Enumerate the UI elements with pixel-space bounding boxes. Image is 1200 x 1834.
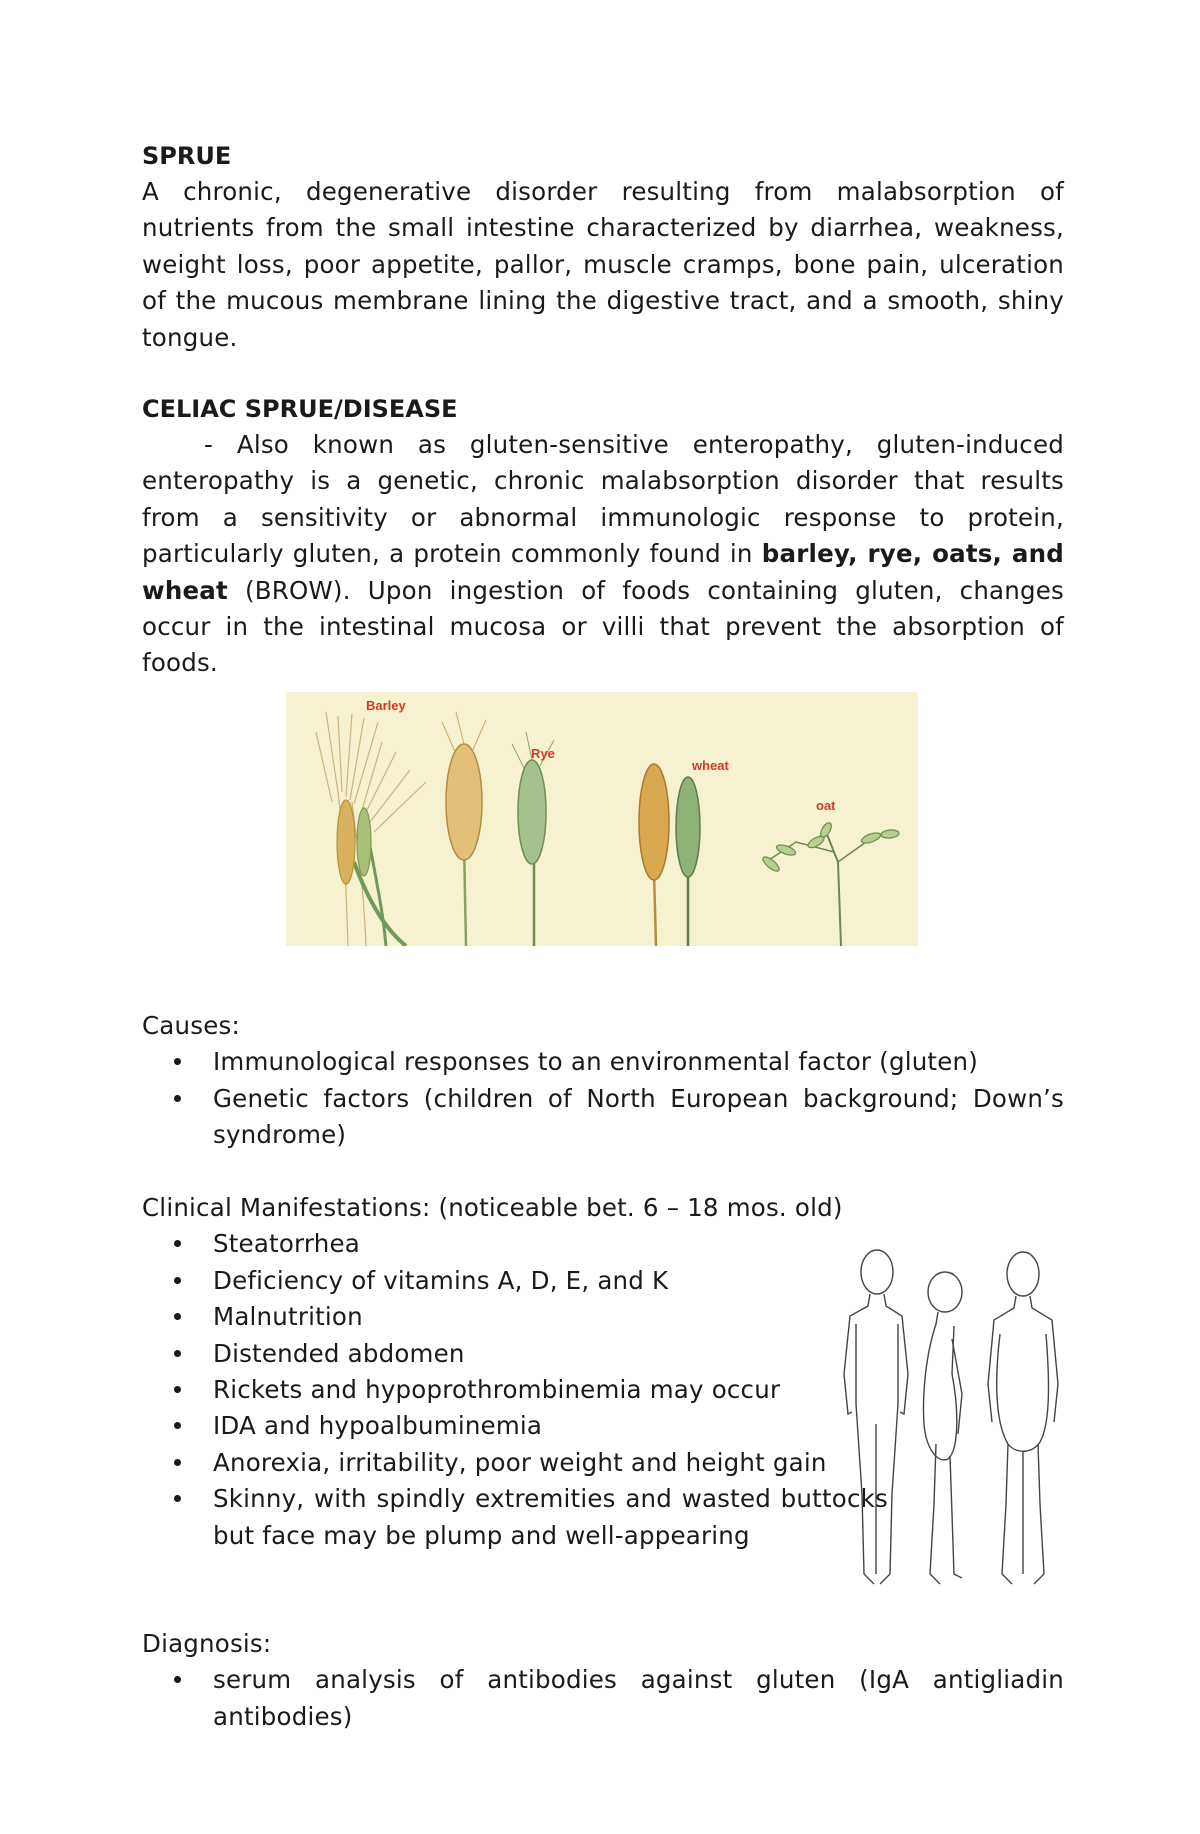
causes-list [142,1044,1064,1153]
causes-heading: Causes: [142,1011,240,1040]
list-item: IDA and hypoalbuminemia [142,1408,888,1444]
list-item: Genetic factors (children of North European background; Down’s syndrome) [142,1081,1064,1154]
barley-label: Barley [366,698,406,713]
sprue-definition: A chronic, degenerative disorder resulting from malabsorption of nutrients from the small intestine characterized by diarrhea, weakness, weight loss, poor appetite, pallor, muscle cramps, bone pain, ulceration of the mucous membrane lining the digestive tract, and a smooth, shiny tongue. [142,177,1064,352]
list-item: Skinny, with spindly extremities and wasted buttocks but face may be plump and well-appearing [142,1481,888,1554]
gluten-grains-illustration [286,692,918,946]
diagnosis-section [142,1626,1064,1735]
brow-grains: barley, rye, oats, and wheat [142,539,1064,605]
list-item: Deficiency of vitamins A, D, E, and K [142,1263,888,1299]
list-item: Steatorrhea [142,1226,888,1262]
oat-label: oat [816,798,836,813]
rye-label: Rye [531,746,555,761]
clinical-heading: Clinical Manifestations: (noticeable bet. 6 – 18 mos. old) [142,1193,843,1222]
list-item: Immunological responses to an environmental factor (gluten) [142,1044,1064,1080]
child-side-view [924,1272,963,1584]
sprue-section [142,138,1064,356]
diagnosis-list [142,1662,1064,1735]
list-item: Anorexia, irritability, poor weight and height gain [142,1445,888,1481]
wheat-label: wheat [692,758,729,773]
celiac-children-illustration [840,1244,1062,1596]
child-front-view-distended [988,1252,1058,1584]
celiac-definition-end: (BROW). Upon ingestion of foods containing gluten, changes occur in the intestinal mucosa or villi that prevent the absorption of foods. [142,575,1064,678]
causes-section [142,1008,1064,1154]
list-item: Malnutrition [142,1299,888,1335]
list-item: Rickets and hypoprothrombinemia may occur [142,1372,888,1408]
celiac-definition [142,427,1064,682]
celiac-heading: CELIAC SPRUE/DISEASE [142,395,458,423]
list-item: Distended abdomen [142,1336,888,1372]
child-front-view [844,1250,908,1584]
list-item: serum analysis of antibodies against gluten (IgA antigliadin antibodies) [142,1662,1064,1735]
sprue-heading: SPRUE [142,142,232,170]
diagnosis-heading: Diagnosis: [142,1629,272,1658]
celiac-section [142,391,1064,682]
celiac-definition-start: - Also known as gluten-sensitive enteropathy, gluten-induced enteropathy is a genetic, chronic malabsorption disorder that results from a sensitivity or abnormal immunologic response to protein, particularly gluten, a protein commonly found in [142,430,1064,569]
